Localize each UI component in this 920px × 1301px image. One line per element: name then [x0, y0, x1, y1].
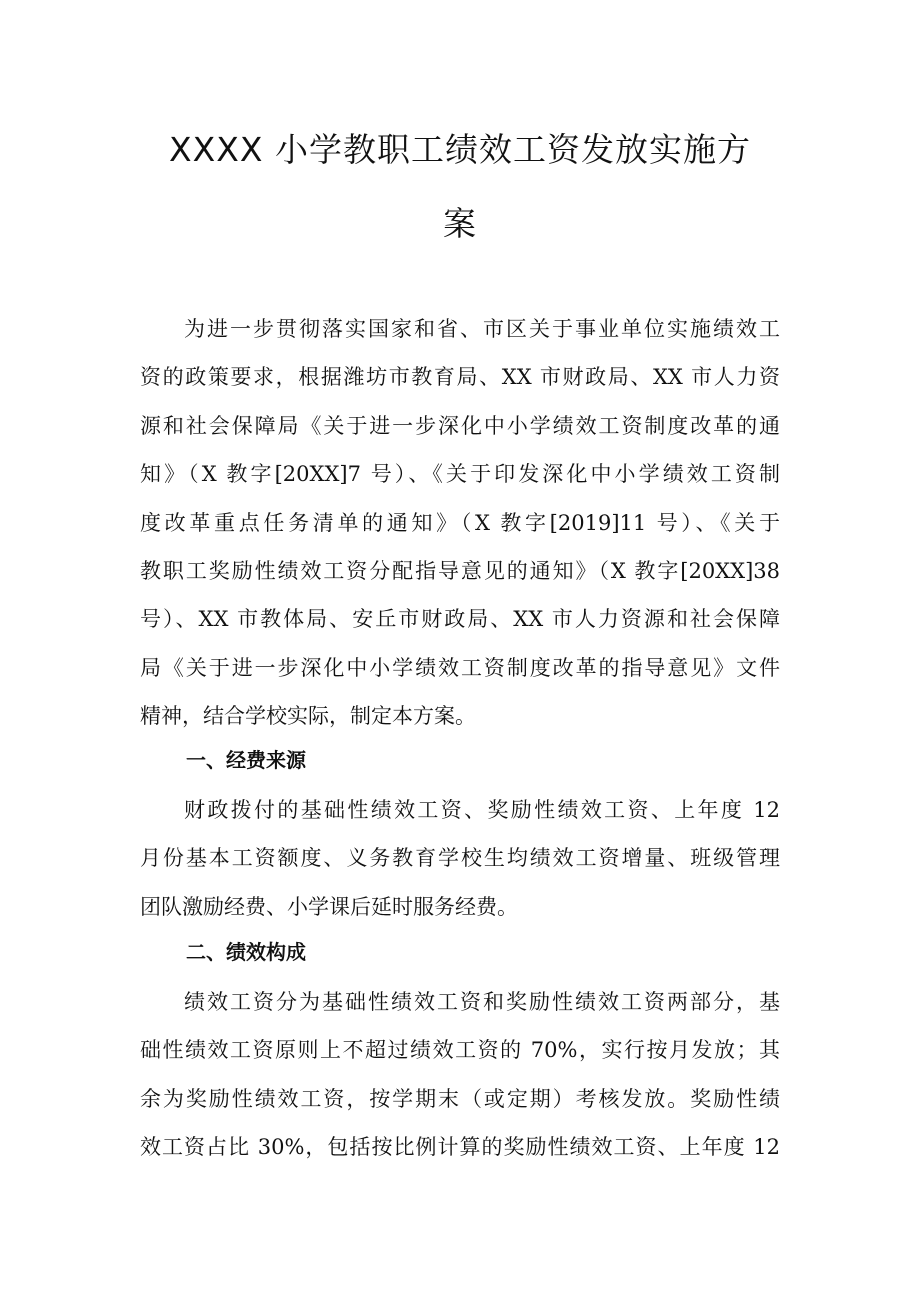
intro-line: 教职工奖励性绩效工资分配指导意见的通知》（X 教字[20XX]38: [140, 559, 780, 584]
intro-line: 度改革重点任务清单的通知》（X 教字[2019]11 号）、《关于: [140, 510, 780, 535]
intro-line: 精神，结合学校实际，制定本方案。: [140, 704, 476, 729]
intro-line: 局《关于进一步深化中小学绩效工资制度改革的指导意见》文件: [140, 655, 780, 680]
intro-paragraph: [140, 305, 780, 741]
composition-line: 效工资占比 30%，包括按比例计算的奖励性绩效工资、上年度 12: [140, 1135, 780, 1160]
intro-line: 知》（X 教字[20XX]7 号）、《关于印发深化中小学绩效工资制: [140, 462, 780, 487]
funding-line: 团队激励经费、小学课后延时服务经费。: [140, 894, 518, 919]
funding-line: 月份基本工资额度、义务教育学校生均绩效工资增量、班级管理: [140, 846, 780, 871]
composition-line: 余为奖励性绩效工资，按学期末（或定期）考核发放。奖励性绩: [140, 1086, 780, 1111]
intro-line: 号）、XX 市教体局、安丘市财政局、XX 市人力资源和社会保障: [140, 607, 780, 632]
document-title-line-2: 案: [443, 204, 477, 243]
intro-line: 源和社会保障局《关于进一步深化中小学绩效工资制度改革的通: [140, 413, 780, 438]
intro-line: 为进一步贯彻落实国家和省、市区关于事业单位实施绩效工: [184, 317, 780, 341]
funding-source-paragraph: [140, 786, 780, 931]
section-heading-funding-source: 一、经费来源: [186, 748, 306, 772]
section-heading-performance-composition: 二、绩效构成: [186, 940, 306, 964]
funding-line: 财政拨付的基础性绩效工资、奖励性绩效工资、上年度 12: [184, 798, 780, 822]
composition-line: 绩效工资分为基础性绩效工资和奖励性绩效工资两部分，基: [184, 990, 780, 1014]
performance-composition-paragraph: [140, 978, 780, 1172]
intro-line: 资的政策要求，根据潍坊市教育局、XX 市财政局、XX 市人力资: [140, 365, 780, 390]
document-title-line-1: XXXX 小学教职工绩效工资发放实施方: [169, 130, 751, 169]
composition-line: 础性绩效工资原则上不超过绩效工资的 70%，实行按月发放；其: [140, 1038, 780, 1063]
